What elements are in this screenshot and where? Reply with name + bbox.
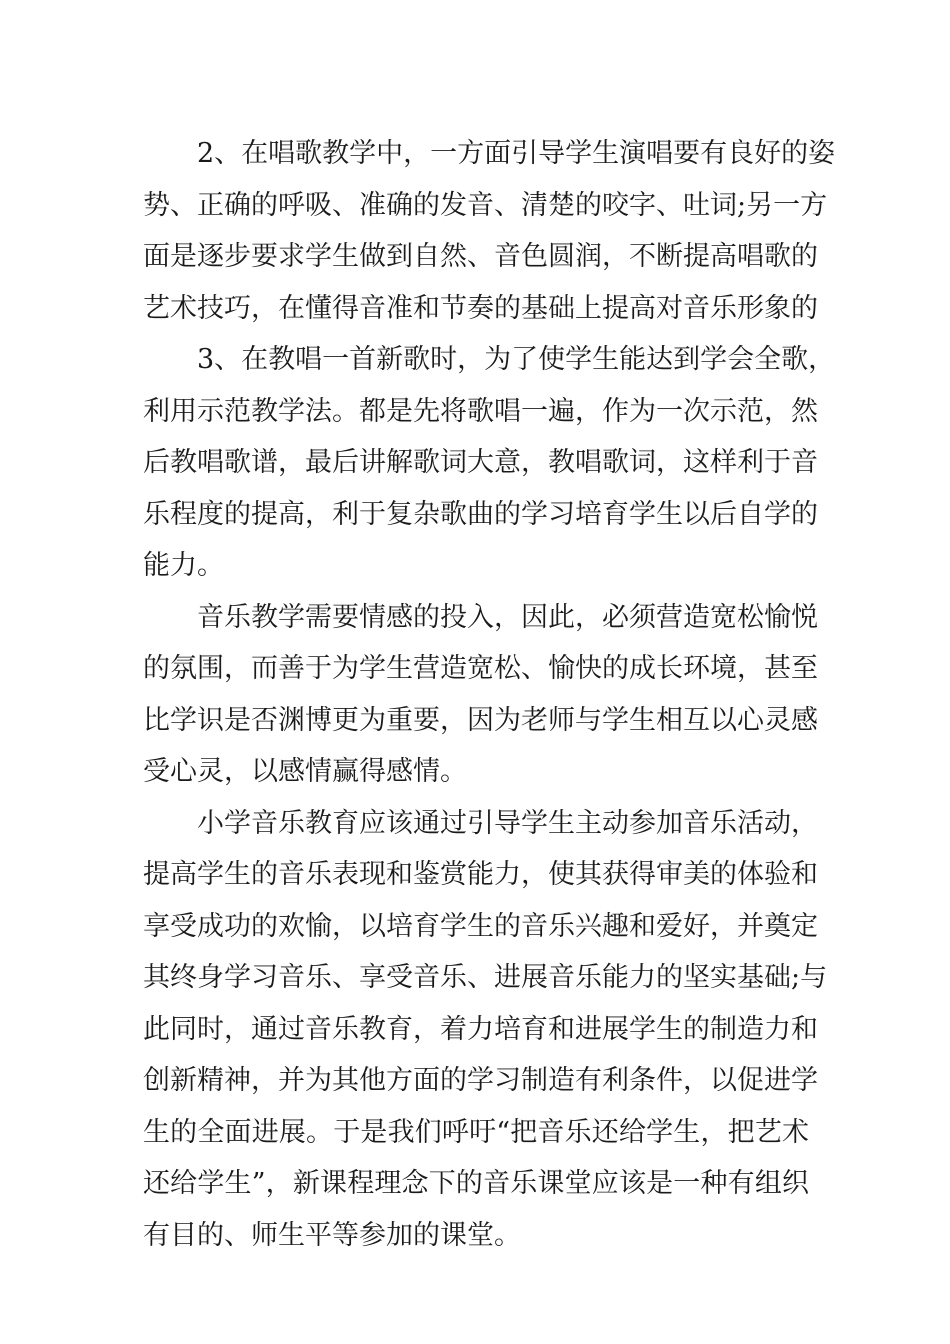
text-line: 后教唱歌谱，最后讲解歌词大意，教唱歌词，这样利于音 [143,447,818,478]
text-line: 2、在唱歌教学中，一方面引导学生演唱要有良好的姿 [197,138,836,169]
text-line: 比学识是否渊博更为重要，因为老师与学生相互以心灵感 [143,704,818,736]
text-line: 受心灵，以感情赢得感情。 [143,756,467,787]
text-line: 3、在教唱一首新歌时，为了使学生能达到学会全歌， [197,344,836,375]
text-line: 此同时，通过音乐教育，着力培育和进展学生的制造力和 [143,1013,818,1045]
text-line: 势、正确的呼吸、准确的发音、清楚的咬字、吐词;另一方 [143,189,828,221]
text-line: 生的全面进展。于是我们呼吁“把音乐还给学生，把艺术 [143,1116,809,1148]
text-line: 小学音乐教育应该通过引导学生主动参加音乐活动， [197,807,818,839]
text-line: 还给学生”，新课程理念下的音乐课堂应该是一种有组织 [143,1168,809,1199]
paragraph-new-song-teaching [143,334,836,592]
text-line: 创新精神，并为其他方面的学习制造有利条件，以促进学 [143,1065,818,1096]
text-line: 艺术技巧，在懂得音准和节奏的基础上提高对音乐形象的 [143,292,818,324]
text-line: 能力。 [143,550,224,581]
text-line: 的氛围，而善于为学生营造宽松、愉快的成长环境，甚至 [143,653,818,684]
paragraph-singing-teaching [143,128,836,334]
text-line: 其终身学习音乐、享受音乐、进展音乐能力的坚实基础;与 [143,962,828,993]
paragraph-music-education [143,798,828,1262]
text-line: 乐程度的提高，利于复杂歌曲的学习培育学生以后自学的 [143,498,818,530]
text-line: 利用示范教学法。都是先将歌唱一遍，作为一次示范，然 [143,395,818,427]
text-line: 面是逐步要求学生做到自然、音色圆润，不断提高唱歌的 [143,241,818,272]
paragraph-emotion [143,592,818,798]
text-line: 提高学生的音乐表现和鉴赏能力，使其获得审美的体验和 [143,859,818,890]
document-body [143,128,836,1261]
text-line: 有目的、师生平等参加的课堂。 [143,1219,521,1251]
text-line: 享受成功的欢愉，以培育学生的音乐兴趣和爱好，并奠定 [143,910,818,942]
text-line: 音乐教学需要情感的投入，因此，必须营造宽松愉悦 [197,601,818,633]
